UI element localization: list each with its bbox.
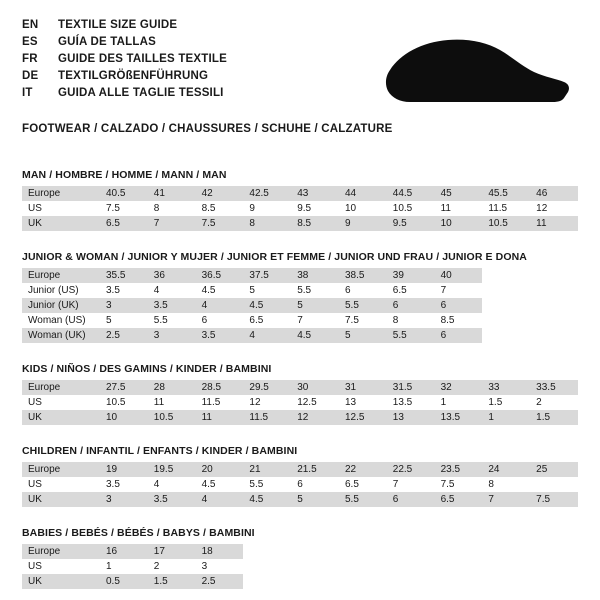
size-cell: 24	[482, 462, 530, 477]
size-section	[22, 251, 578, 343]
language-row	[22, 52, 227, 67]
size-cell: 44	[339, 186, 387, 201]
table-row	[22, 186, 578, 201]
size-cell: 33	[482, 380, 530, 395]
size-cell: 13	[339, 395, 387, 410]
size-cell: 9	[339, 216, 387, 231]
size-cell: 10.5	[148, 410, 196, 425]
size-cell: 12	[530, 201, 578, 216]
section-title: KIDS / NIÑOS / DES GAMINS / KINDER / BAMBINI	[22, 363, 272, 375]
row-label: Europe	[22, 462, 100, 477]
size-cell: 4.5	[196, 283, 244, 298]
size-cell	[482, 283, 530, 298]
size-cell: 8	[243, 216, 291, 231]
size-cell: 29.5	[243, 380, 291, 395]
size-cell	[530, 574, 578, 589]
size-cell: 3	[148, 328, 196, 343]
size-cell: 5	[100, 313, 148, 328]
size-cell: 30	[291, 380, 339, 395]
language-title: TEXTILE SIZE GUIDE	[58, 19, 178, 31]
size-section	[22, 363, 578, 425]
size-cell: 7	[387, 477, 435, 492]
size-cell: 12.5	[339, 410, 387, 425]
section-title: BABIES / BEBÉS / BÉBÉS / BABYS / BAMBINI	[22, 527, 255, 539]
size-cell	[339, 559, 387, 574]
size-cell: 12.5	[291, 395, 339, 410]
size-section	[22, 527, 578, 589]
size-cell	[387, 544, 435, 559]
size-cell	[530, 544, 578, 559]
size-cell: 1.5	[530, 410, 578, 425]
size-cell: 31.5	[387, 380, 435, 395]
size-cell: 11	[148, 395, 196, 410]
table-row	[22, 574, 578, 589]
size-cell	[530, 477, 578, 492]
size-cell: 37.5	[243, 268, 291, 283]
size-cell	[243, 559, 291, 574]
size-section	[22, 445, 578, 507]
size-cell: 12	[291, 410, 339, 425]
size-cell: 32	[435, 380, 483, 395]
header	[22, 18, 578, 110]
table-row	[22, 201, 578, 216]
size-cell: 10.5	[387, 201, 435, 216]
size-cell: 1	[100, 559, 148, 574]
language-title: TEXTILGRÖßENFÜHRUNG	[58, 70, 209, 82]
row-label: UK	[22, 574, 100, 589]
size-cell: 8	[148, 201, 196, 216]
table-row	[22, 283, 578, 298]
language-row	[22, 35, 227, 50]
language-row	[22, 18, 227, 33]
size-cell	[530, 559, 578, 574]
size-cell: 22	[339, 462, 387, 477]
size-cell	[482, 559, 530, 574]
size-cell: 36	[148, 268, 196, 283]
size-cell	[530, 313, 578, 328]
size-cell: 9.5	[291, 201, 339, 216]
section-title: MAN / HOMBRE / HOMME / MANN / MAN	[22, 169, 227, 181]
size-cell	[530, 268, 578, 283]
size-cell: 11.5	[482, 201, 530, 216]
size-cell	[435, 544, 483, 559]
size-cell: 7	[435, 283, 483, 298]
size-cell: 38	[291, 268, 339, 283]
language-list	[22, 18, 227, 101]
row-label: Woman (US)	[22, 313, 100, 328]
size-cell: 10	[100, 410, 148, 425]
size-cell: 16	[100, 544, 148, 559]
size-cell: 3.5	[148, 298, 196, 313]
size-cell: 9.5	[387, 216, 435, 231]
size-cell	[530, 283, 578, 298]
size-table	[22, 380, 578, 425]
size-cell: 5	[339, 328, 387, 343]
size-cell: 8	[387, 313, 435, 328]
size-cell: 1	[482, 410, 530, 425]
size-cell: 1	[435, 395, 483, 410]
size-cell: 27.5	[100, 380, 148, 395]
size-cell	[435, 559, 483, 574]
size-cell: 6	[387, 298, 435, 313]
table-row	[22, 410, 578, 425]
table-row	[22, 462, 578, 477]
size-cell: 23.5	[435, 462, 483, 477]
row-label: US	[22, 477, 100, 492]
size-cell: 7.5	[196, 216, 244, 231]
size-cell: 19	[100, 462, 148, 477]
table-row	[22, 395, 578, 410]
size-cell: 4.5	[243, 492, 291, 507]
row-label: Europe	[22, 268, 100, 283]
size-table	[22, 268, 578, 343]
size-cell	[482, 574, 530, 589]
size-cell: 6.5	[100, 216, 148, 231]
table-row	[22, 298, 578, 313]
size-cell	[482, 328, 530, 343]
size-cell: 17	[148, 544, 196, 559]
language-code: ES	[22, 36, 38, 48]
size-cell: 3	[100, 298, 148, 313]
size-cell: 13.5	[387, 395, 435, 410]
size-cell: 5.5	[291, 283, 339, 298]
size-cell: 5.5	[148, 313, 196, 328]
size-cell	[482, 313, 530, 328]
row-label: US	[22, 395, 100, 410]
size-cell: 12	[243, 395, 291, 410]
size-cell: 19.5	[148, 462, 196, 477]
size-cell: 7.5	[100, 201, 148, 216]
category-title: FOOTWEAR / CALZADO / CHAUSSURES / SCHUHE / CALZATURE	[22, 123, 393, 135]
size-cell: 7	[482, 492, 530, 507]
size-cell: 4.5	[291, 328, 339, 343]
language-title: GUIDA ALLE TAGLIE TESSILI	[58, 87, 224, 99]
size-cell: 8.5	[435, 313, 483, 328]
size-cell	[339, 574, 387, 589]
table-row	[22, 559, 578, 574]
size-cell	[387, 574, 435, 589]
size-cell: 3.5	[100, 477, 148, 492]
size-cell: 20	[196, 462, 244, 477]
size-cell: 6	[387, 492, 435, 507]
section-title: JUNIOR & WOMAN / JUNIOR Y MUJER / JUNIOR ET FEMME / JUNIOR UND FRAU / JUNIOR E DONA	[22, 251, 527, 263]
size-cell: 10	[435, 216, 483, 231]
size-cell: 35.5	[100, 268, 148, 283]
size-table	[22, 544, 578, 589]
size-cell: 7	[291, 313, 339, 328]
size-cell: 21.5	[291, 462, 339, 477]
size-cell: 13	[387, 410, 435, 425]
size-cell	[482, 268, 530, 283]
language-code: FR	[22, 53, 38, 65]
size-cell: 46	[530, 186, 578, 201]
language-row	[22, 86, 227, 101]
size-cell: 7.5	[339, 313, 387, 328]
size-cell: 5	[243, 283, 291, 298]
size-cell: 4	[148, 283, 196, 298]
size-cell	[243, 544, 291, 559]
size-cell: 4	[148, 477, 196, 492]
language-code: IT	[22, 87, 33, 99]
size-cell: 18	[196, 544, 244, 559]
size-cell	[387, 559, 435, 574]
table-row	[22, 313, 578, 328]
size-cell: 4.5	[196, 477, 244, 492]
size-cell: 1.5	[482, 395, 530, 410]
size-cell: 3	[100, 492, 148, 507]
row-label: US	[22, 559, 100, 574]
size-cell: 2.5	[196, 574, 244, 589]
size-cell: 6	[196, 313, 244, 328]
size-cell: 28	[148, 380, 196, 395]
language-title: GUÍA DE TALLAS	[58, 36, 156, 48]
row-label: Junior (UK)	[22, 298, 100, 313]
size-table	[22, 186, 578, 231]
size-cell: 11.5	[196, 395, 244, 410]
size-cell: 42	[196, 186, 244, 201]
size-section	[22, 169, 578, 231]
size-cell: 4	[243, 328, 291, 343]
size-cell	[339, 544, 387, 559]
size-cell	[530, 328, 578, 343]
row-label: Europe	[22, 186, 100, 201]
size-cell: 7.5	[530, 492, 578, 507]
size-cell: 5	[291, 492, 339, 507]
size-cell: 7	[148, 216, 196, 231]
size-cell: 7.5	[435, 477, 483, 492]
size-cell: 45	[435, 186, 483, 201]
size-cell: 3.5	[196, 328, 244, 343]
row-label: UK	[22, 216, 100, 231]
language-code: DE	[22, 70, 39, 82]
size-cell	[291, 559, 339, 574]
size-cell: 6	[435, 328, 483, 343]
size-cell	[291, 544, 339, 559]
table-row	[22, 380, 578, 395]
size-cell: 6.5	[243, 313, 291, 328]
size-cell: 3.5	[100, 283, 148, 298]
size-cell: 42.5	[243, 186, 291, 201]
size-cell: 6.5	[387, 283, 435, 298]
size-cell: 13.5	[435, 410, 483, 425]
size-cell: 4	[196, 298, 244, 313]
size-cell: 6	[291, 477, 339, 492]
size-cell: 5.5	[243, 477, 291, 492]
size-cell: 43	[291, 186, 339, 201]
size-cell: 8.5	[196, 201, 244, 216]
size-cell: 11	[530, 216, 578, 231]
row-label: Europe	[22, 380, 100, 395]
language-code: EN	[22, 19, 39, 31]
size-cell: 8	[482, 477, 530, 492]
table-row	[22, 268, 578, 283]
size-cell: 8.5	[291, 216, 339, 231]
size-cell: 22.5	[387, 462, 435, 477]
table-row	[22, 216, 578, 231]
size-cell: 6.5	[339, 477, 387, 492]
language-row	[22, 69, 227, 84]
row-label: Junior (US)	[22, 283, 100, 298]
size-cell	[530, 298, 578, 313]
size-cell: 5.5	[387, 328, 435, 343]
size-cell: 6.5	[435, 492, 483, 507]
size-cell: 25	[530, 462, 578, 477]
row-label: UK	[22, 410, 100, 425]
table-row	[22, 544, 578, 559]
table-row	[22, 477, 578, 492]
size-table	[22, 462, 578, 507]
size-cell: 28.5	[196, 380, 244, 395]
size-cell: 38.5	[339, 268, 387, 283]
size-cell: 45.5	[482, 186, 530, 201]
table-row	[22, 492, 578, 507]
size-cell: 3.5	[148, 492, 196, 507]
size-cell	[482, 544, 530, 559]
size-cell: 11	[435, 201, 483, 216]
size-cell: 10.5	[482, 216, 530, 231]
size-cell: 4.5	[243, 298, 291, 313]
row-label: UK	[22, 492, 100, 507]
size-cell: 3	[196, 559, 244, 574]
size-cell: 11	[196, 410, 244, 425]
row-label: US	[22, 201, 100, 216]
size-cell: 21	[243, 462, 291, 477]
size-cell: 40.5	[100, 186, 148, 201]
size-cell: 39	[387, 268, 435, 283]
row-label: Woman (UK)	[22, 328, 100, 343]
size-cell: 31	[339, 380, 387, 395]
size-cell	[435, 574, 483, 589]
size-cell: 36.5	[196, 268, 244, 283]
size-cell: 6	[339, 283, 387, 298]
size-cell: 2	[148, 559, 196, 574]
size-cell: 5	[291, 298, 339, 313]
size-cell: 5.5	[339, 298, 387, 313]
size-cell: 6	[435, 298, 483, 313]
size-cell: 33.5	[530, 380, 578, 395]
size-cell: 44.5	[387, 186, 435, 201]
size-cell: 40	[435, 268, 483, 283]
size-cell: 2	[530, 395, 578, 410]
size-cell	[243, 574, 291, 589]
size-cell: 10	[339, 201, 387, 216]
dress-shoe-icon	[382, 30, 572, 110]
table-row	[22, 328, 578, 343]
size-cell: 5.5	[339, 492, 387, 507]
language-title: GUIDE DES TAILLES TEXTILE	[58, 53, 227, 65]
section-title: CHILDREN / INFANTIL / ENFANTS / KINDER / BAMBINI	[22, 445, 298, 457]
size-cell: 10.5	[100, 395, 148, 410]
size-cell: 9	[243, 201, 291, 216]
row-label: Europe	[22, 544, 100, 559]
size-cell: 1.5	[148, 574, 196, 589]
size-cell: 11.5	[243, 410, 291, 425]
size-cell	[482, 298, 530, 313]
size-tables	[22, 169, 578, 589]
size-cell: 4	[196, 492, 244, 507]
size-cell: 41	[148, 186, 196, 201]
size-cell	[291, 574, 339, 589]
size-cell: 0.5	[100, 574, 148, 589]
size-cell: 2.5	[100, 328, 148, 343]
